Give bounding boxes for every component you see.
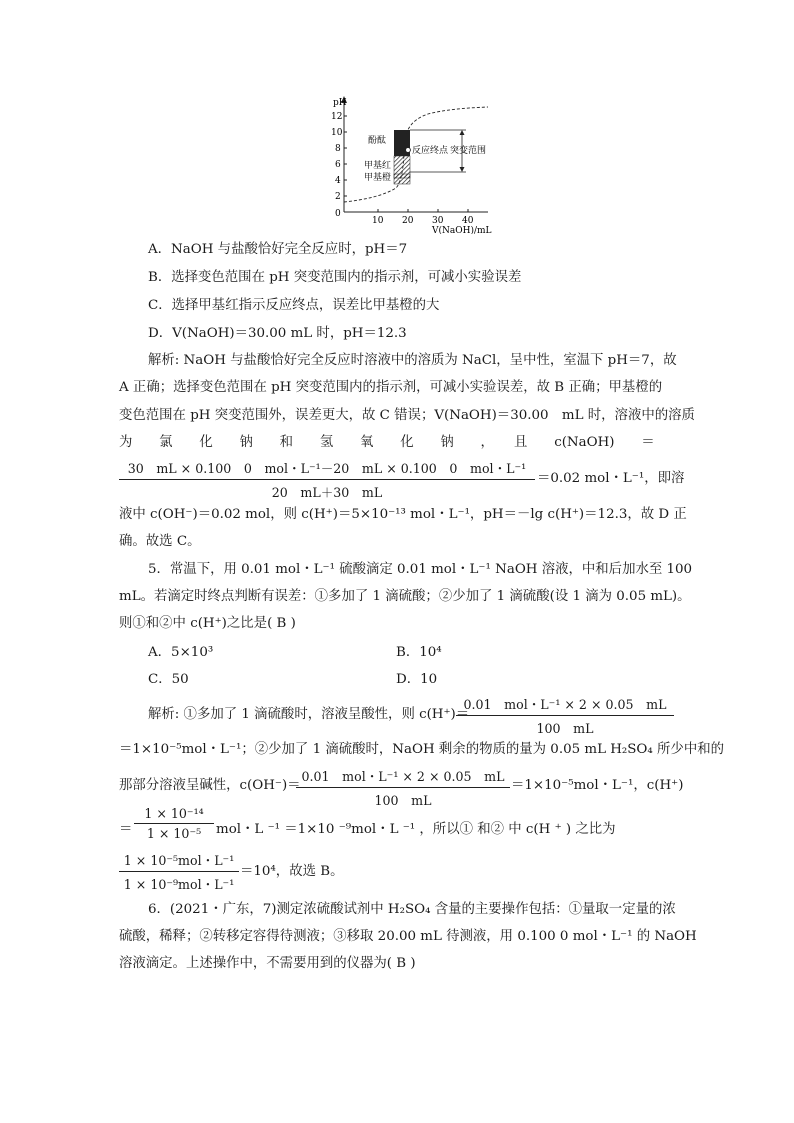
q5-stem-line-1: 5．常温下，用 0.01 mol・L⁻¹ 硫酸滴定 0.01 mol・L⁻¹ NaOH 溶液，中和后加水至 100 [148,562,693,577]
q5-stem-line-2: mL。若滴定时终点判断有误差：①多加了 1 滴硫酸；②少加了 1 滴硫酸(设 1 滴为 0.05 mL)。 [119,589,691,604]
fraction-denominator: 100 mL [374,793,432,808]
jump-range-arrow-up [460,130,465,135]
fraction-numerator: 0.01 mol・L⁻¹ × 2 × 0.05 mL [463,697,667,712]
y-axis-label: pH [333,98,347,108]
q5-explanation-line-2: ＝1×10⁻⁵mol・L⁻¹；②少加了 1 滴硫酸时，NaOH 剩余的物质的量为 0.05 mL H₂SO₄ 所少中和的 [119,742,724,757]
q5-kw-fraction [134,806,214,841]
endpoint-marker [406,148,411,153]
fraction-numerator: 1 × 10⁻⁵mol・L⁻¹ [123,853,235,868]
q5-kw-result: mol・L ⁻¹ ＝1×10 ⁻⁹mol・L ⁻¹ ，所以① 和② 中 c(H ⁺ ) 之比为 [216,822,616,837]
q5-ratio-result: ＝10⁴，故选 B。 [240,864,344,879]
y-tick-label: 10 [331,128,343,138]
q5-explanation-line-1: 解析: ①多加了 1 滴硫酸时，溶液呈酸性，则 c(H⁺)＝ [148,707,470,722]
q5-equals-sign: ＝ [119,822,133,837]
q4-option-d: D．V(NaOH)＝30.00 mL 时，pH＝12.3 [148,326,407,341]
q5-option-a: A．5×10³ [148,645,214,660]
jump-range-arrow-down [460,167,465,172]
q4-option-c: C．选择甲基红指示反应终点，误差比甲基橙的大 [148,298,440,313]
q4-explanation-line-5: 液中 c(OH⁻)＝0.02 mol，则 c(H⁺)＝5×10⁻¹³ mol・L⁻¹，pH＝－lg c(H⁺)＝12.3，故 D 正 [119,507,687,522]
q5-explanation-line-3: 那部分溶液呈碱性，c(OH⁻)＝ [119,778,301,793]
q6-stem-line-1: 6．(2021・广东，7)测定浓硫酸试剂中 H₂SO₄ 含量的主要操作包括：①量取一定量的浓 [148,902,676,917]
q6-stem-line-3: 溶液滴定。上述操作中，不需要用到的仪器为( B ) [119,956,416,971]
q6-stem-line-2: 硫酸，稀释；②转移定容得待测液；③移取 20.00 mL 待测液，用 0.100 0 mol・L⁻¹ 的 NaOH [119,929,697,944]
fraction-bar [119,479,535,480]
y-tick-label: 4 [335,176,341,186]
label-phenolphthalein: 酚酞 [368,136,387,146]
y-tick-label: 2 [335,192,341,202]
q5-option-d: D．10 [396,672,438,687]
x-tick-label: 40 [462,216,474,226]
label-methyl-red: 甲基红 [364,161,392,171]
x-tick-label: 10 [372,216,384,226]
q5-base-result: ＝1×10⁻⁵mol・L⁻¹，c(H⁺) [511,778,684,793]
q4-explanation-line-3: 变色范围在 pH 突变范围外，误差更大，故 C 错误；V(NaOH)＝30.00 mL 时，溶液中的溶质 [119,408,695,423]
q4-explanation-line-6: 确。故选 C。 [119,534,201,549]
label-endpoint: 反应终点 [412,146,449,156]
q4-concentration-fraction [119,458,535,501]
fraction-bar [456,715,674,716]
fraction-denominator: 1 × 10⁻⁹mol・L⁻¹ [123,877,235,892]
q4-option-b: B．选择变色范围在 pH 突变范围内的指示剂，可减小实验误差 [148,270,522,285]
x-tick-label: 20 [402,216,414,226]
y-tick-label: 0 [335,209,341,219]
q4-explanation-line-2: A 正确；选择变色范围在 pH 突变范围内的指示剂，可减小实验误差，故 B 正确；甲基橙的 [119,380,663,395]
methyl-orange-range [394,174,410,184]
fraction-bar [296,787,510,788]
x-tick-label: 30 [432,216,444,226]
q4-option-a: A．NaOH 与盐酸恰好完全反应时，pH＝7 [148,242,408,257]
q5-ratio-fraction [119,850,239,893]
q5-option-b: B．10⁴ [396,645,442,660]
fraction-denominator: 1 × 10⁻⁵ [146,826,202,841]
titration-curve-figure [328,92,498,234]
q5-acid-fraction [456,694,674,737]
label-methyl-orange: 甲基橙 [364,173,392,183]
y-tick-label: 12 [331,112,343,122]
q4-fraction-result: ＝0.02 mol・L⁻¹，即溶 [537,471,685,486]
q5-option-c: C．50 [148,672,189,687]
y-tick-label: 6 [335,160,341,170]
label-jump-range: 突变范围 [450,146,487,156]
fraction-bar [134,823,214,824]
fraction-numerator: 1 × 10⁻¹⁴ [144,806,204,821]
fraction-numerator: 0.01 mol・L⁻¹ × 2 × 0.05 mL [301,769,505,784]
q5-stem-line-3: 则①和②中 c(H⁺)之比是( B ) [119,616,296,631]
fraction-numerator: 30 mL × 0.100 0 mol・L⁻¹－20 mL × 0.100 0 mol・L⁻¹ [127,461,527,476]
fraction-denominator: 100 mL [536,721,594,736]
q4-explanation-line-1: 解析: NaOH 与盐酸恰好完全反应时溶液中的溶质为 NaCl，呈中性，室温下 pH＝7，故 [148,353,677,368]
x-axis-label: V(NaOH)/mL [432,226,492,234]
y-tick-label: 8 [335,144,341,154]
q4-explanation-line-4: 为 氯 化 钠 和 氢 氧 化 钠 ， 且 c(NaOH) ＝ [119,435,655,450]
fraction-denominator: 20 mL＋30 mL [271,485,383,500]
fraction-bar [119,871,239,872]
q5-base-fraction [296,766,510,809]
